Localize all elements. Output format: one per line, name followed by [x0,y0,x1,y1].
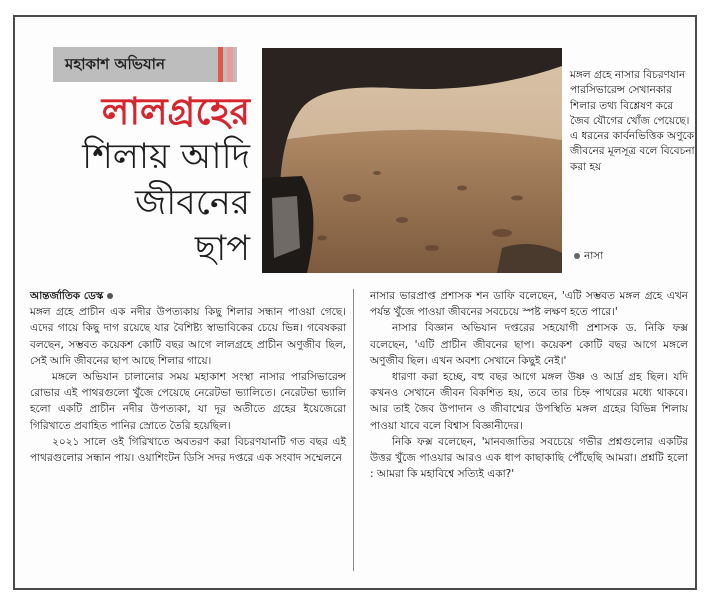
headline [30,90,250,272]
mars-rover-photo [262,48,562,273]
article-column-1 [30,288,346,466]
bullet-icon [107,293,113,299]
dateline [30,288,346,304]
article-paragraph: ধারণা করা হচ্ছে, বহু বছর আগে মঙ্গল উষ্ণ ও আর্দ্র গ্রহ ছিল। যদি কখনও সেখানে জীবন বিকশিত হয়, তবে তার চিহ্ন পাথরের মধ্যে থাকবে। আর তাই জৈব উপাদান ও জীবাশ্মের উপস্থিতি মঙ্গল গ্রহের বিভিন্ন শিলায় পাওয়া যাবে বলে বিশ্বাস বিজ্ঞানীদের। [370,371,688,432]
section-label: মহাকাশ অভিযান [65,55,165,73]
photo-caption: মঙ্গল গ্রহে নাসার বিচরণযান পারসিভারেন্স সেখানকার শিলার তথ্য বিশ্লেষণ করে জৈব যৌগের খোঁজ পেয়েছে। এ ধরনের কার্বনভিত্তিক অণুকে জীবনের মূলসূত্র বলে বিবেচনা করা হয় [570,69,695,173]
bullet-icon [574,253,580,259]
article-column-2 [370,288,688,482]
tag-accent-bar [218,47,223,82]
tag-accent-bar-light [227,47,233,82]
article-paragraph: নাসার বিজ্ঞান অভিযান দপ্তরের সহযোগী প্রশাসক ড. নিকি ফক্স বলেছেন, 'এটি প্রাচীন জীবনের ছাপ। কয়েকশ কোটি বছর আগে মঙ্গলে অণুজীব ছিল। এখন অবশ্য সেখানে কিছুই নেই।' [370,322,688,367]
headline-line-4: ছাপ [194,229,250,269]
article-paragraph: নিকি ফক্স বলেছেন, 'মানবজাতির সবচেয়ে গভীর প্রশ্নগুলোর একটির উত্তর খুঁজে পাওয়ার আরও এক ধাপ কাছাকাছি পৌঁছেছি আমরা। প্রশ্নটি হলো : আমরা কি মহাবিশ্বে সত্যিই একা?' [370,435,688,481]
article-paragraph: মঙ্গলে অভিযান চালানোর সময় মহাকাশ সংস্থা নাসার পারসিভারেন্স রোভার এই পাথরগুলো খুঁজে পেয়েছে নেরেটভা ভ্যালিতে। নেরেটভা ভ্যালি হলো একটি প্রাচীন নদীর উপত্যকা, যা দূর অতীতে গ্রহের ইয়েজেরো গিরিখাতে প্রবাহিত পানির স্রোতে তৈরি হয়েছিল। [30,371,346,432]
column-divider [353,289,354,571]
section-tag [53,47,237,82]
article-paragraph: মঙ্গল গ্রহে প্রাচীন এক নদীর উপত্যকায় কিছু শিলার সন্ধান পাওয়া গেছে। এদের গায়ে কিছু দাগ রয়েছে যার বৈশিষ্ট্য স্বাভাবিকের চেয়ে ভিন্ন। গবেষকরা বলছেন, সম্ভবত কয়েকশ কোটি বছর আগে লালগ্রহে প্রাচীন অণুজীব ছিল, সেই আদি জীবনের ছাপ আছে শিলার গায়ে। [30,306,346,367]
headline-line-2: শিলায় আদি [82,137,250,177]
headline-line-3: জীবনের [134,183,250,223]
photo-credit-text: নাসা [584,250,604,262]
photo-credit [574,249,603,266]
headline-line-1: লালগ্রহের [101,90,250,133]
article-paragraph: নাসার ভারপ্রাপ্ত প্রশাসক শন ডাফি বলেছেন, 'এটি সম্ভবত মঙ্গল গ্রহে এখন পর্যন্ত খুঁজে পাওয়া জীবনের সবচেয়ে স্পষ্ট লক্ষণ হতে পারে।' [370,290,688,319]
article-paragraph: ২০২১ সালে ওই গিরিখাতে অবতরণ করা বিচরণযানটি গত বছর এই পাথরগুলোর সন্ধান পায়। ওয়াশিংটন ডিসি সদর দপ্তরে এক সংবাদ সম্মেলনে [30,435,346,465]
dateline-text: আন্তর্জাতিক ডেস্ক [30,290,104,302]
mars-landscape-image [262,48,562,273]
